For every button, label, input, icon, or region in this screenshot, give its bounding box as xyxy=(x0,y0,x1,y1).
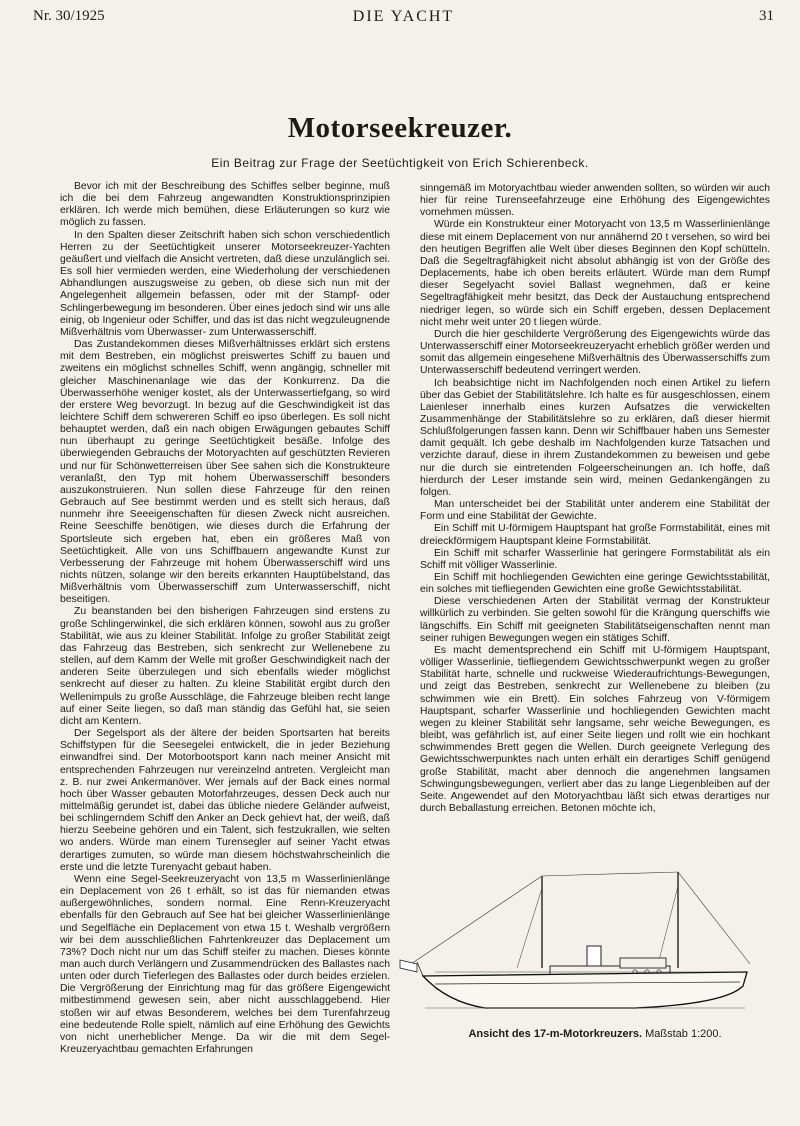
paragraph: Ein Schiff mit hochliegenden Gewichten eine geringe Gewichtsstabilität, ein solches mit tiefliegenden Gewichten eine große Gewichtsstabilität. xyxy=(420,572,770,596)
paragraph: Man unterscheidet bei der Stabilität unter anderem eine Stabilität der Form und eine Stabilität der Gewichte. xyxy=(420,499,770,523)
figure-caption xyxy=(420,1028,770,1040)
paragraph: Das Zustandekommen dieses Mißverhältnisses erklärt sich erstens mit dem Bestreben, ein möglichst preiswertes Schiff zu bauen und zweitens ein möglichst schnelles Schiff, wenn angängig, schneller mit gleicher Maschinenanlage wie das der Konkurrenz. Da die Überwasserhöhe weniger kostet, als der Unterwassertiefgang, so wird der erstere Weg bevorzugt. In bezug auf die Geschwindigkeit ist das leichtere Schiff dem schwereren Schiff eo ipso überlegen. Es soll nicht behauptet werden, daß ein nach obigen Erwägungen gebautes Schiff nun überhaupt zu geringe Seetüchtigkeit besäße. Infolge des überwiegenden Gebrauchs der Motoryachten auf geschützten Revieren und nur für Schönwetterreisen über See sahen sich die Konstrukteure veranlaßt, den Typ mit hohem Überwasserschiff besonders auszukonstruieren. Nun sollen diese Fahrzeuge für den reinen Gebrauch auf See bestimmt werden und es stellt sich heraus, daß nunmehr ihre Seeeigenschaften für diesen Zweck nicht ausreichen. Reine Seeschiffe benötigen, wie dieses durch die Erfahrung der Sportsleute sich ergeben hat, eben ein größeres Maß von Seetüchtigkeit. Alle von uns Schiffbauern angewandte Kunst zur Verbesserung der Fahrzeuge mit hohem Überwasserschiff wird uns nichts nützen, solange wir den bereits erkannten Hauptübelstand, das Mißverhältnis vom Überwasserschiff zum Unterwasserschiff, nicht beseitigen. xyxy=(60,339,390,606)
paragraph: Würde ein Konstrukteur einer Motoryacht von 13,5 m Wasserlinienlänge diese mit einem Deplacement von nur annähernd 20 t versehen, so wird bei den heutigen Begriffen alle Welt über dieses Beginnen den Kopf schütteln. Daß die Segeltragfähigkeit nicht absolut abhängig ist von der Größe des Deplacements, habe ich oben bereits erläutert. Würde man dem Rumpf dieser Segelyacht soviel Ballast wegnehmen, daß er keine Segeltragfähigkeit mehr besitzt, das Deck der Austauchung entsprechend niedriger legen, so würde sich ein Schiff ergeben, dessen Deplacement nicht mehr weit unter 20 t liegen würde. xyxy=(420,219,770,328)
paragraph: Diese verschiedenen Arten der Stabilität vermag der Konstrukteur willkürlich zu verbinden. Sie gelten sowohl für die Krängung querschiffs wie längschiffs. Ein Schiff mit geeigneten Stabilitätseigenschaften nennt man seiner ruhigen Bewegungen wegen ein stätiges Schiff. xyxy=(420,596,770,644)
right-column xyxy=(420,183,770,815)
paragraph: Ich beabsichtige nicht im Nachfolgenden noch einen Artikel zu liefern über das Gebiet der Stabilitätslehre. Ich halte es für ausgeschlossen, einem Laienleser innerhalb eines kurzen Aufsatzes die verwickelten Zusammenhänge der Stabilitätslehre so zu erklären, daß dieser hiermit Schlußfolgerungen fassen kann. Denn wir Schiffbauer haben uns Semester damit gequält. Ich gebe deshalb im Nachfolgenden kurze Tatsachen und verzichte darauf, diese in ihrem Zustandekommen zu beweisen und gebe nur die durch sie eintretenden Folgeerscheinungen an. Ich hoffe, daß hierdurch der Leser imstande sein wird, meinen Gedankengängen zu folgen. xyxy=(420,377,770,498)
paragraph: Ein Schiff mit U-förmigem Hauptspant hat große Formstabilität, eines mit dreieckförmigem Hauptspant kleine Formstabilität. xyxy=(420,523,770,547)
paragraph: In den Spalten dieser Zeitschrift haben sich schon verschiedentlich Herren zu der Seetüchtigkeit unserer Motorseekreuzer-Yachten geäußert und vielfach die Ansicht vertreten, daß diese unzulänglich sei. Es soll hier vermieden werden, eine Wiederholung der verschiedenen Abhandlungen auszugsweise zu geben, ob diese sich nun mit der Angelegenheit allgemein befassen, oder mit der Stampf- oder Schlingerbewegung im besonderen. Über eines jedoch sind wir uns alle einig, ob Ingenieur oder Schiffer, und das ist das nicht wegzuleugnende Mißverhältnis vom Überwasser- zum Unterwasserschiff. xyxy=(60,229,390,338)
article-subtitle: Ein Beitrag zur Frage der Seetüchtigkeit von Erich Schierenbeck. xyxy=(211,156,589,170)
paragraph: Zu beanstanden bei den bisherigen Fahrzeugen sind erstens zu große Schlingerwinkel, die sich erklären können, sowohl aus zu großer Stabilität, wie aus zu kleiner Stabilität. Infolge zu großer Stabilität zeigt das Fahrzeug das Bestreben, sich senkrecht zur Wellenebene zu stellen, auf dem Kamm der Welle mit großer Geschwindigkeit nach der anderen Seite überzulegen und sich ebenfalls wieder möglichst senkrecht auf dieser zu halten. Zu kleine Stabilität ergibt durch den Wellenimpuls zu große Ausschläge, die Fahrzeuge bleiben recht lange auf einer Seite liegen, so daß man ständig das Gefühl hat, sie seien dicht am Kentern. xyxy=(60,606,390,727)
caption-text: Ansicht des 17-m-Motorkreuzers. xyxy=(468,1028,643,1040)
issue-number: Nr. 30/1925 xyxy=(33,8,105,24)
ship-illustration xyxy=(395,868,765,1020)
page-number: 31 xyxy=(759,8,774,24)
paragraph: sinngemäß im Motoryachtbau wieder anwenden sollten, so würden wir auch hier für reine Turenseefahrzeuge eine Erhöhung des Eigengewichtes vornehmen müssen. xyxy=(420,183,770,219)
paragraph: Ein Schiff mit scharfer Wasserlinie hat geringere Formstabilität als ein Schiff mit völliger Wasserlinie. xyxy=(420,547,770,571)
page-header xyxy=(33,8,774,30)
journal-name: DIE YACHT xyxy=(352,8,455,25)
paragraph: Der Segelsport als der ältere der beiden Sportsarten hat bereits Schiffstypen für die Seesegelei entwickelt, die in jeder Beziehung einwandfrei sind. Der Motorbootsport kann nach meiner Ansicht mit entsprechenden Fahrzeugen nur vereinzelnd antreten. Vergleicht man z. B. nur zwei Ankermanöver. Wer jemals auf der Back eines normal hoch über Wasser gebauten Motorfahrzeuges, dessen Deck auch nur mittelmäßig gerundet ist, dabei das übliche niedere Geländer aufweist, bei schlingerndem Schiff den Anker an Deck gehievt hat, der weiß, daß hierzu Seebeine gehören und ein Talent, sich festzukrallen, wie selten wo anders. Würde man einem Turensegler auf seiner Yacht etwas derartiges zumuten, so würde man diesem höchstwahrscheinlich die erste und die letzte Turenyacht gebaut haben. xyxy=(60,728,390,873)
left-column xyxy=(60,181,390,1056)
article-title: Motorseekreuzer. xyxy=(287,112,513,144)
paragraph: Wenn eine Segel-Seekreuzeryacht von 13,5 m Wasserlinienlänge ein Deplacement von 26 t erhält, so ist das für niemanden etwas außergewöhnliches, sondern normal. Eine Renn-Kreuzeryacht ebenfalls für den Gebrauch auf See hat bei gleicher Wasserlinienlänge und Segelfläche ein Deplacement von etwa 15 t. Weshalb vergrößern wir bei dem ausschließlichen Fahrtenkreuzer das Deplacement um 73%? Doch nicht nur um das Schiff steifer zu machen. Dieses könnte man auch durch Verlängern und Zusammendrücken des Ballastes nach unten oder durch Tieferlegen des Ballastes oder durch beides erzielen. Die Vergrößerung der Einrichtung mag für das größere Eigengewicht mitbestimmend gewesen sein, aber nicht ausschlaggebend. Hier stoßen wir auf etwas Besonderem, welches bei dem Turenfahrzeug eine bedeutende Rolle spielt, nämlich auf eine Erhöhung des Gewichts von nicht unerheblicher Menge. Da wir die mit dem Segel-Kreuzeryachtbau gemachten Erfahrungen xyxy=(60,873,390,1056)
paragraph: Es macht dementsprechend ein Schiff mit U-förmigem Hauptspant, völliger Wasserlinie, tiefliegendem Gewichtsschwerpunkt wegen zu großer Stabilität harte, schnelle und ruckweise Wiederaufrichtungs-Bewegungen, und zeigt das Bestreben, senkrecht zur Wellenebene zu bleiben (zu schwimmen wie ein Brett). Ein solches Fahrzeug von V-förmigem Hauptspant, scharfer Wasserlinie und hochliegenden Gewichten macht wegen zu kleiner Stabilität sehr langsame, sehr weiche Bewegungen, es bleibt, was gefährlich ist, auf einer Seite liegen und rollt wie ein hochkant schwimmendes Brett gegen die Wellen. Durch geeignete Verlegung des Gewichtsschwerpunktes nach unten erhält ein derartiges Schiff genügend große Stabilität, macht aber dennoch die angenehmen langsamen Schwingungsbewegungen, verliert aber das zu lange Liegenbleiben auf der Seite. Angewendet auf den Motoryachtbau läßt sich etwas derartiges nur durch Beballastung erreichen. Betonen möchte ich, xyxy=(420,644,770,814)
caption-scale: Maßstab 1:200. xyxy=(645,1028,722,1040)
paragraph: Bevor ich mit der Beschreibung des Schiffes selber beginne, muß ich die bei dem Fahrzeug angewandten Konstruktionsprinzipien erklären. Ich werde mich bemühen, diese Erläuterungen so kurz wie möglich zu fassen. xyxy=(60,181,390,229)
paragraph: Durch die hier geschilderte Vergrößerung des Eigengewichts würde das Unterwasserschiff einer Motorseekreuzeryacht erheblich größer werden und somit das allgemein eingesehene Mißverhältnis des Überwasserschiffs zum Unterwasserschiff bedeutend verringert werden. xyxy=(420,328,770,377)
